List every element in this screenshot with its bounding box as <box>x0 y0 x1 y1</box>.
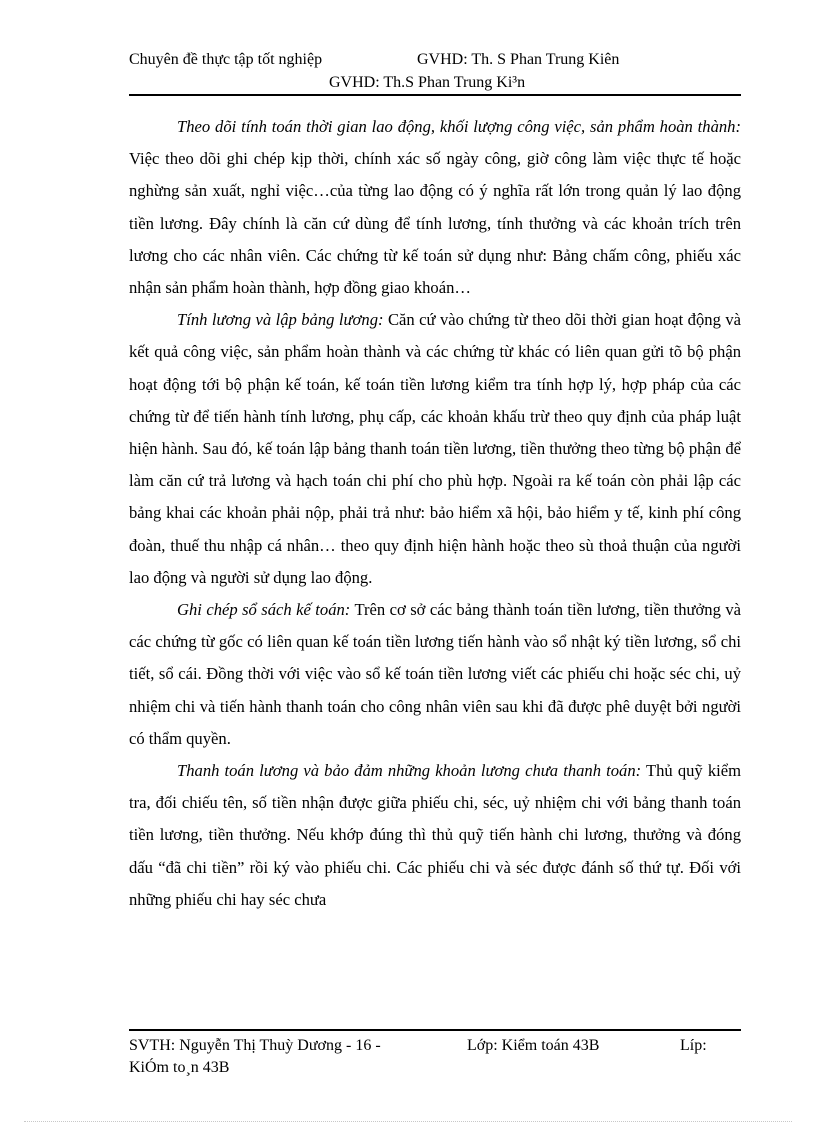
paragraph-bookkeeping <box>129 594 741 755</box>
paragraph-lead: Tính lương và lập bảng lương: <box>177 310 384 330</box>
header-rule <box>129 94 741 96</box>
footer-class2-label: Líp: <box>680 1037 707 1054</box>
footer-student: SVTH: Nguyễn Thị Thuỳ Dương - 16 - <box>129 1037 381 1054</box>
paragraph-body: Việc theo dõi ghi chép kịp thời, chính xác số ngày công, giờ công làm việc thực tế hoặc nghừng sản xuất, nghỉ việc…của từng lao động có ý nghĩa rất lớn trong quản lý lao động tiền lương. Đây chính là căn cứ dùng để tính lương, tính thưởng và các khoản trích trên lương cho các nhân viên. Các chứng từ kế toán sử dụng như: Bảng chấm công, phiếu xác nhận sản phẩm hoàn thành, hợp đồng giao khoán… <box>129 149 741 298</box>
paragraph-payment <box>129 755 741 916</box>
header-advisor-duplicate: GVHD: Th.S Phan Trung Ki³n <box>329 74 526 91</box>
page-edge-dotted-line <box>24 1121 792 1122</box>
paragraph-time-tracking <box>129 111 741 304</box>
paragraph-lead: Thanh toán lương và bảo đảm những khoản lương chưa thanh toán: <box>177 761 642 781</box>
footer-class2-value: KiÓm to¸n 43B <box>129 1059 230 1076</box>
footer-class: Lớp: Kiểm toán 43B <box>467 1037 600 1054</box>
page-footer <box>129 1035 741 1079</box>
body-text <box>129 111 741 916</box>
page-header <box>129 48 741 94</box>
paragraph-lead: Theo dõi tính toán thời gian lao động, khối lượng công việc, sản phẩm hoàn thành: <box>177 117 741 136</box>
paragraph-lead: Ghi chép sổ sách kế toán: <box>177 600 351 620</box>
paragraph-body: Căn cứ vào chứng từ theo dõi thời gian hoạt động và kết quả công việc, sản phẩm hoàn thành và các chứng từ khác có liên quan gửi tõ bộ phận hoạt động tới bộ phận kế toán, kế toán tiền lương kiểm tra tính hợp lý, hợp pháp của các chứng từ để tiến hành tính lương, phụ cấp, các khoản khấu trừ theo quy định của pháp luật hiện hành. Sau đó, kế toán lập bảng thanh toán tiền lương, tiền thưởng theo từng bộ phận để làm căn cứ trả lương và hạch toán chi phí cho phù hợp. Ngoài ra kế toán còn phải lập các bảng khai các khoản phải nộp, phải trả như: bảo hiểm xã hội, bảo hiểm y tế, kinh phí công đoàn, thuế thu nhập cá nhân… theo quy định hiện hành hoặc theo sù thoả thuận của người lao động và người sử dụng lao động. <box>129 310 741 587</box>
footer-rule <box>129 1029 741 1031</box>
header-doc-title: Chuyên đề thực tập tốt nghiệp <box>129 51 323 68</box>
paragraph-body: Trên cơ sở các bảng thành toán tiền lương, tiền thưởng và các chứng từ gốc có liên quan kế toán tiền lương tiến hành vào sổ nhật ký tiền lương, sổ chi tiết, sổ cái. Đồng thời với việc vào sổ kế toán tiền lương viết các phiếu chi hoặc séc chi, uỷ nhiệm chi và tiến hành thanh toán cho công nhân viên sau khi đã được phê duyệt bởi người có thẩm quyền. <box>129 600 741 748</box>
paragraph-payroll <box>129 304 741 594</box>
header-advisor: GVHD: Th. S Phan Trung Kiên <box>417 51 620 68</box>
paragraph-body: Thủ quỹ kiểm tra, đối chiếu tên, số tiền nhận được giữa phiếu chi, séc, uỷ nhiệm chi với bảng thanh toán tiền lương, tiền thưởng. Nếu khớp đúng thì thủ quỹ tiến hành chi lương, thưởng và đóng dấu “đã chi tiền” rồi ký vào phiếu chi. Các phiếu chi và séc được đánh số thứ tự. Đối với những phiếu chi hay séc chưa <box>129 761 741 909</box>
